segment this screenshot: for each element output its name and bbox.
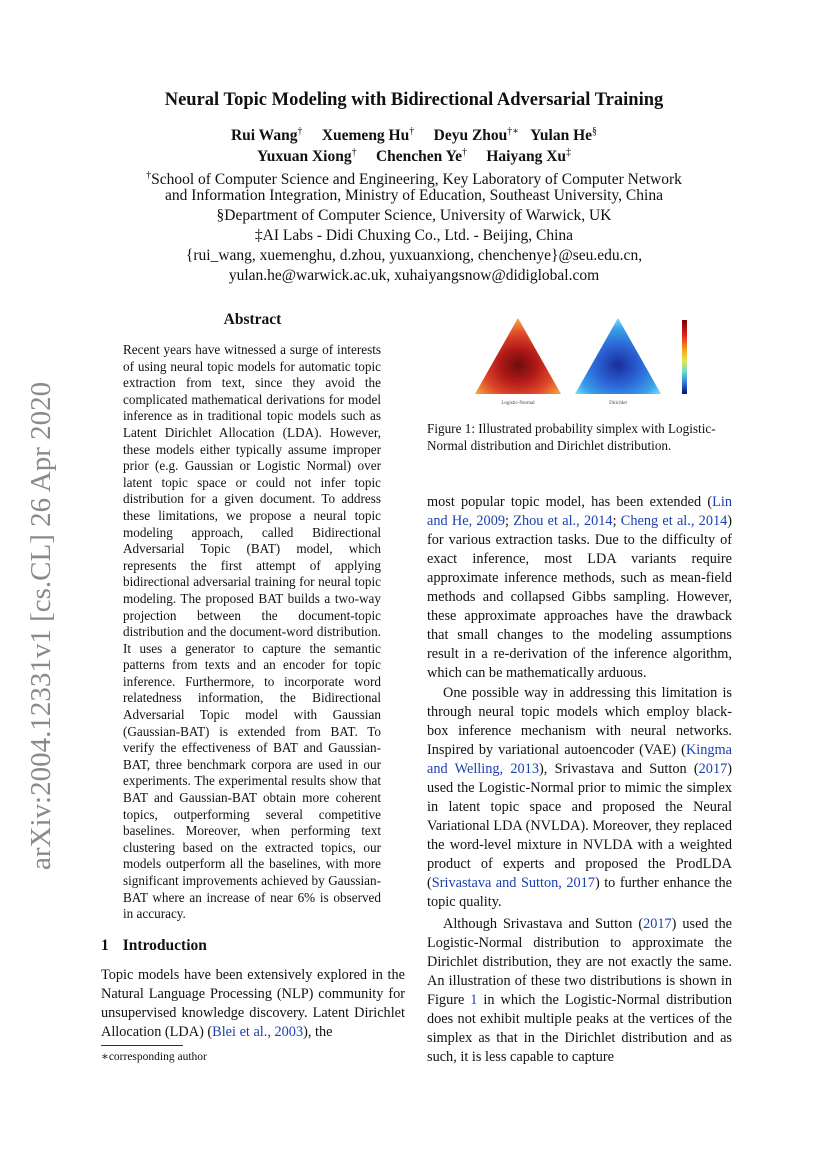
author-mark: † [297,126,303,137]
author-name: Yulan He [530,127,593,145]
citation-link[interactable]: Cheng et al., 2014 [620,513,728,529]
citation-link[interactable]: Blei et al., 2003 [212,1024,304,1040]
citation-link[interactable]: Lin and He, 2009 [427,494,732,529]
intro-paragraph: Topic models have been extensively explored in the Natural Language Processing (NLP) community for unsupervised knowledge discovery. Latent Dirichlet Allocation (LDA) (Blei et al., 2003), the [101,967,405,1040]
right-column-paragraph: One possible way in addressing this limitation is through neural topic models which employ black-box inference mechanism with neural networks. Inspired by variational autoencoder (VAE) (Kingma and Welling, 2013), Srivastava and Sutton (2017) used the Logistic-Normal prior to mimic the simplex in latent topic space and proposed the Neural Variational LDA (NVLDA). Moreover, they replaced the word-level mixture in NVLDA with a weighted product of experts and proposed the ProdLDA (Srivastava and Sutton, 2017) to further enhance the topic quality. [427,685,733,910]
arxiv-stamp [14,350,62,870]
email-line: yulan.he@warwick.ac.uk, xuhaiyangsnow@didiglobal.com [228,267,600,284]
author-mark: § [592,126,598,137]
citation-link[interactable]: Kingma and Welling, 2013 [427,742,732,777]
author-mark: † [351,147,357,158]
colorbar [682,320,687,394]
section-number: 1 [101,937,109,954]
citation-link[interactable]: 2017 [643,916,672,932]
figure-caption: Figure 1: Illustrated probability simplex with Logistic-Normal distribution and Dirichlet distribution. [427,421,716,453]
footnote-rule [101,1045,183,1046]
dirichlet-simplex [575,318,661,394]
citation-link[interactable]: Srivastava and Sutton, 2017 [431,875,595,891]
author-mark: † [461,147,467,158]
section-title: Introduction [122,937,207,954]
abstract-heading: Abstract [223,311,282,328]
author-name: Rui Wang [230,127,298,145]
right-column-paragraph: Although Srivastava and Sutton (2017) used the Logistic-Normal distribution to approximate the Dirichlet distribution, they are not exactly the same. An illustration of these two distributions is shown in Figure 1 in which the Logistic-Normal distribution does not exhibit multiple peaks at the vertices of the simplex as that in the Dirichlet distribution and as such, it is less capable to capture [427,916,732,1065]
email-line: {rui_wang, xuemenghu, d.zhou, yuxuanxiong, chenchenye}@seu.edu.cn, [185,247,643,264]
figure-simplex [470,312,700,412]
logistic-normal-simplex [475,318,561,394]
author-name: Yuxuan Xiong [256,148,352,166]
citation-link[interactable]: Zhou et al., 2014 [513,513,613,529]
section-heading [101,937,207,955]
author-line-2 [0,147,828,166]
affiliation-line: †School of Computer Science and Engineering, Key Laboratory of Computer Network [146,170,682,189]
affiliation-mark: † [146,170,152,181]
affiliation-line: ‡AI Labs - Didi Chuxing Co., Ltd. - Beijing, China [254,227,574,244]
right-column-paragraph: most popular topic model, has been extended (Lin and He, 2009; Zhou et al., 2014; Cheng et al., 2014) for various extraction tasks. Due to the difficulty of exact inference, most LDA variants require approximate inference methods, such as mean-field methods and collapsed Gibbs sampling. However, these approximate approaches have the drawback that small changes to the modeling assumptions result in a re-derivation of the inference algorithm, which can be mathematically arduous. [427,494,733,681]
citation-link[interactable]: 2017 [698,761,728,777]
paper-title: Neural Topic Modeling with Bidirectional Adversarial Training [164,90,664,110]
affiliation-line: and Information Integration, Ministry of Education, Southeast University, China [165,187,663,204]
author-line-1 [0,126,828,145]
abstract-body: Recent years have witnessed a surge of interests of using neural topic models for automatic topic extraction from text, since they avoid the complicated mathematical derivations for model inference as in traditional topic models such as Latent Dirichlet Allocation (LDA). However, these models either typically assume improper prior (e.g. Gaussian or Logistic Normal) over latent topic space or could not infer topic distribution for a given document. To address these limitations, we propose a neural topic modeling approach, called Bidirectional Adversarial Topic (BAT) model, which represents the first attempt of applying bidirectional adversarial training for neural topic modeling. The proposed BAT builds a two-way projection between the document-topic distribution and the document-word distribution. It uses a generator to capture the semantic patterns from texts and an encoder for topic inference. Furthermore, to incorporate word relatedness information, the Bidirectional Adversarial Topic model with Gaussian (Gaussian-BAT) is extended from BAT. To verify the effectiveness of BAT and Gaussian-BAT, three benchmark corpora are used in our experiments. The experimental results show that BAT and Gaussian-BAT obtain more coherent topics, outperforming several competitive baselines. Moreover, when performing text clustering based on the extracted topics, our models outperform all the baselines, with more significant improvements achieved by Gaussian-BAT where an increase of near 6% is observed in accuracy. [123,342,381,922]
author-mark: ‡ [566,147,572,158]
author-name: Chenchen Ye [375,148,462,166]
figure-reference-link[interactable]: 1 [470,992,478,1008]
footnote: ∗corresponding author [101,1051,207,1063]
panel-label-dirichlet: Dirichlet [609,401,627,406]
author-name: Deyu Zhou [433,127,508,145]
affiliation-line: §Department of Computer Science, University of Warwick, UK [216,207,612,224]
author-name: Xuemeng Hu [321,127,410,145]
arxiv-stamp-text: arXiv:2004.12331v1 [cs.CL] 26 Apr 2020 [25,381,57,870]
author-mark: †∗ [507,126,520,137]
panel-label-logistic-normal: Logistic-Normal [501,401,535,406]
author-mark: † [409,126,415,137]
author-name: Haiyang Xu [486,148,567,166]
